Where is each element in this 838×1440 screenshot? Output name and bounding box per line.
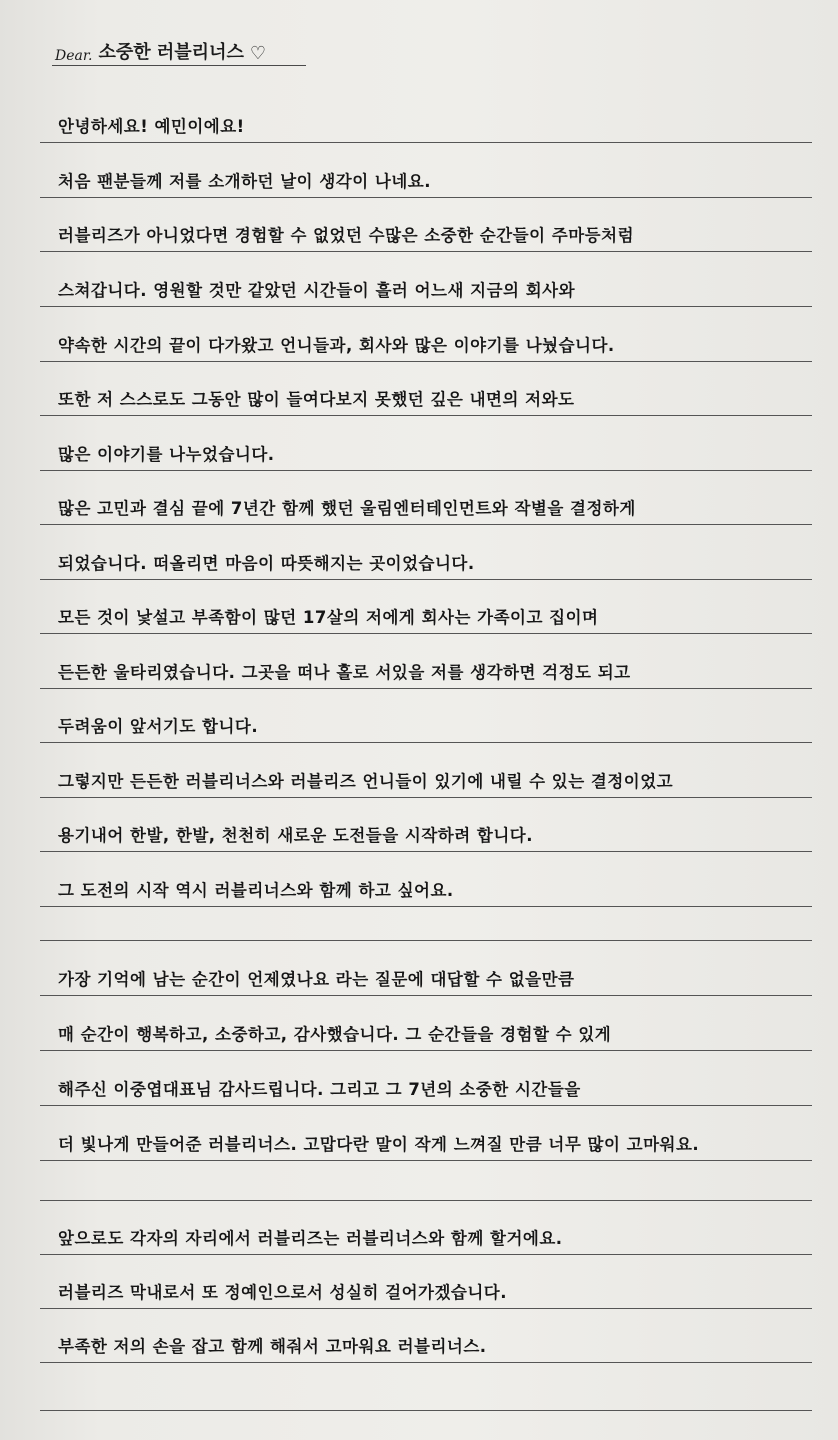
letter-line: 러블리즈가 아니었다면 경험할 수 없었던 수많은 소중한 순간들이 주마등처럼 [58,226,635,245]
letter-line: 그렇지만 든든한 러블리너스와 러블리즈 언니들이 있기에 내릴 수 있는 결정이었고 [58,772,674,791]
ruled-line [40,797,812,798]
ruled-line [40,1105,812,1106]
ruled-line [40,633,812,634]
heart-icon: ♡ [249,43,266,64]
greeting [55,38,266,64]
ruled-line [40,688,812,689]
letter-line: 용기내어 한발, 한발, 천천히 새로운 도전들을 시작하려 합니다. [58,826,533,845]
letter-line: 많은 고민과 결심 끝에 7년간 함께 했던 울림엔터테인먼트와 작별을 결정하게 [58,499,636,518]
letter-line: 두려움이 앞서기도 합니다. [58,717,259,736]
ruled-line [40,1200,812,1201]
ruled-line [40,995,812,996]
letter-line: 더 빛나게 만들어준 러블리너스. 고맙다란 말이 작게 느껴질 만큼 너무 많이 고마워요. [58,1135,700,1154]
letter-line: 그 도전의 시작 역시 러블리너스와 함께 하고 싶어요. [58,881,454,900]
ruled-line [40,470,812,471]
letter-line: 해주신 이중엽대표님 감사드립니다. 그리고 그 7년의 소중한 시간들을 [58,1080,581,1099]
greeting-rule [52,65,306,66]
ruled-line [40,940,812,941]
letter-line: 러블리즈 막내로서 또 정예인으로서 성실히 걸어가겠습니다. [58,1283,507,1302]
ruled-line [40,579,812,580]
ruled-line [40,524,812,525]
ruled-line [40,361,812,362]
letter-line: 또한 저 스스로도 그동안 많이 들여다보지 못했던 깊은 내면의 저와도 [58,390,575,409]
ruled-line [40,415,812,416]
greeting-dear: Dear. [55,48,93,64]
ruled-line [40,742,812,743]
ruled-line [40,1308,812,1309]
letter-line: 앞으로도 각자의 자리에서 러블리즈는 러블리너스와 함께 할거에요. [58,1229,563,1248]
ruled-line [40,1410,812,1411]
ruled-line [40,906,812,907]
ruled-line [40,306,812,307]
letter-line [58,1170,818,1200]
letter-line: 든든한 울타리였습니다. 그곳을 떠나 홀로 서있을 저를 생각하면 걱정도 되고 [58,663,631,682]
ruled-line [40,251,812,252]
letter-line: 스쳐갑니다. 영원할 것만 같았던 시간들이 흘러 어느새 지금의 회사와 [58,281,576,300]
ruled-line [40,851,812,852]
letter-line: 가장 기억에 남는 순간이 언제였나요 라는 질문에 대답할 수 없을만큼 [58,970,575,989]
greeting-recipient: 소중한 러블리너스 [98,42,244,63]
ruled-line [40,1050,812,1051]
letter-line [58,1380,818,1410]
ruled-line [40,1160,812,1161]
letter-line: 되었습니다. 떠올리면 마음이 따뜻해지는 곳이었습니다. [58,554,475,573]
letter-line: 안녕하세요! 예민이에요! [58,117,245,136]
letter-line: 매 순간이 행복하고, 소중하고, 감사했습니다. 그 순간들을 경험할 수 있게 [58,1025,612,1044]
ruled-line [40,197,812,198]
letter-line: 많은 이야기를 나누었습니다. [58,445,275,464]
ruled-line [40,142,812,143]
letter-line: 약속한 시간의 끝이 다가왔고 언니들과, 회사와 많은 이야기를 나눴습니다. [58,336,615,355]
ruled-line [40,1254,812,1255]
letter-line: 부족한 저의 손을 잡고 함께 해줘서 고마워요 러블리너스. [58,1337,487,1356]
letter-line [58,910,818,940]
ruled-line [40,1362,812,1363]
letter-line: 처음 팬분들께 저를 소개하던 날이 생각이 나네요. [58,172,432,191]
letter-line: 모든 것이 낯설고 부족함이 많던 17살의 저에게 회사는 가족이고 집이며 [58,608,599,627]
